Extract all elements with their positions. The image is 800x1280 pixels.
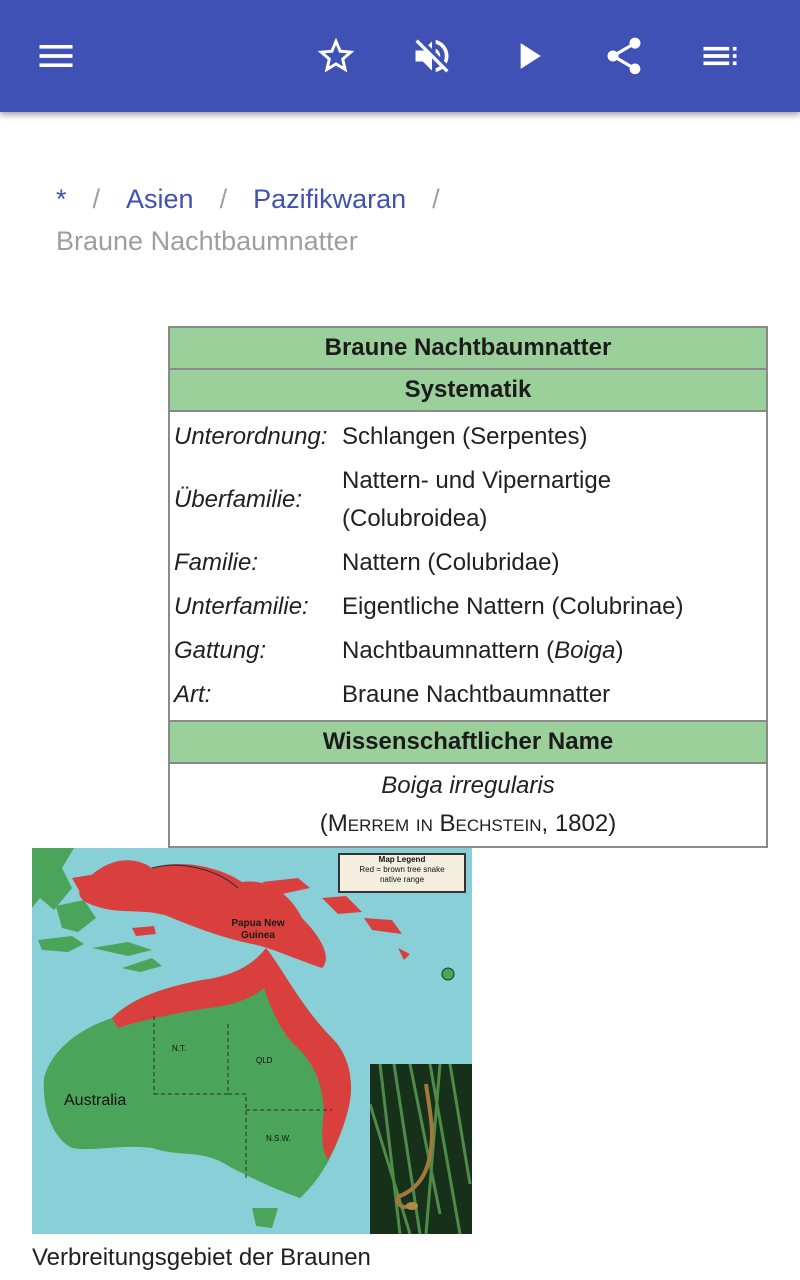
map-label-nt: N.T. — [172, 1044, 187, 1053]
genus-name[interactable]: Boiga — [554, 637, 616, 664]
taxobox-scientific-header: Wissenschaftlicher Name — [169, 721, 767, 763]
map-legend — [338, 853, 466, 893]
play-button[interactable] — [496, 24, 560, 88]
snake-photo-drawing — [370, 1064, 472, 1234]
map-legend-line: Red = brown tree snake — [359, 865, 445, 874]
toc-icon — [698, 34, 742, 78]
map-legend-title: Map Legend — [378, 855, 426, 864]
breadcrumb-separator: / — [219, 184, 228, 214]
taxobox-key: Familie: — [174, 549, 259, 576]
share-icon — [602, 34, 646, 78]
scientific-name-cell — [169, 763, 767, 847]
breadcrumb-asien-link[interactable]: Asien — [126, 184, 194, 214]
breadcrumb-separator: / — [92, 184, 101, 214]
map-label-nsw: N.S.W. — [266, 1134, 291, 1143]
breadcrumb-separator: / — [432, 184, 440, 214]
star-icon — [314, 34, 358, 78]
taxobox-row — [169, 459, 767, 541]
taxobox-value[interactable]: Schlangen (Serpentes) — [342, 423, 588, 450]
taxobox-key: Überfamilie: — [174, 486, 303, 513]
taxobox-value[interactable] — [338, 629, 767, 673]
taxobox-value[interactable]: Nattern- und Vipernartige (Colubroidea) — [342, 467, 612, 532]
scientific-name: Boiga irregularis — [381, 772, 555, 799]
distribution-map[interactable] — [32, 848, 472, 1234]
taxobox-row — [169, 673, 767, 721]
map-legend-line: native range — [379, 875, 425, 884]
taxobox-value[interactable]: Nattern (Colubridae) — [342, 549, 560, 576]
taxobox-key: Unterordnung: — [174, 423, 328, 450]
taxobox-row — [169, 541, 767, 585]
taxobox-value[interactable]: Eigentliche Nattern (Colubrinae) — [342, 593, 684, 620]
authority-year: , 1802) — [541, 810, 617, 837]
taxobox-value-text: ) — [615, 637, 624, 664]
taxobox-key: Art: — [174, 681, 212, 708]
taxobox-key: Unterfamilie: — [174, 593, 309, 620]
menu-button[interactable] — [24, 24, 88, 88]
taxobox — [168, 326, 768, 848]
taxobox-row — [169, 629, 767, 673]
map-label-png: Papua New Guinea — [231, 918, 285, 941]
breadcrumb-pazifikwaran-link[interactable]: Pazifikwaran — [253, 184, 407, 214]
authority-author[interactable]: Merrem in Bechstein — [327, 810, 542, 837]
map-label-australia: Australia — [64, 1092, 127, 1109]
map-caption: Verbreitungsgebiet der Braunen — [32, 1244, 371, 1271]
snake-photo — [370, 1064, 472, 1234]
volume-off-icon — [410, 34, 454, 78]
breadcrumb — [56, 178, 776, 262]
breadcrumb-home-link[interactable]: * — [56, 184, 67, 214]
menu-icon — [34, 34, 78, 78]
taxobox-value-text: Nachtbaumnattern ( — [342, 637, 555, 664]
mute-button[interactable] — [400, 24, 464, 88]
taxobox-key: Gattung: — [174, 637, 267, 664]
map-label-qld: QLD — [256, 1056, 273, 1065]
taxobox-row — [169, 411, 767, 459]
favorite-button[interactable] — [304, 24, 368, 88]
taxobox-systematik-header: Systematik — [169, 369, 767, 411]
play-icon — [506, 34, 550, 78]
taxobox-row — [169, 585, 767, 629]
share-button[interactable] — [592, 24, 656, 88]
taxobox-title: Braune Nachtbaumnatter — [169, 327, 767, 369]
taxobox-value: Braune Nachtbaumnatter — [342, 681, 611, 708]
breadcrumb-current: Braune Nachtbaumnatter — [56, 226, 358, 256]
app-toolbar — [0, 0, 800, 112]
authority-paren: ( — [319, 810, 328, 837]
contents-button[interactable] — [688, 24, 752, 88]
